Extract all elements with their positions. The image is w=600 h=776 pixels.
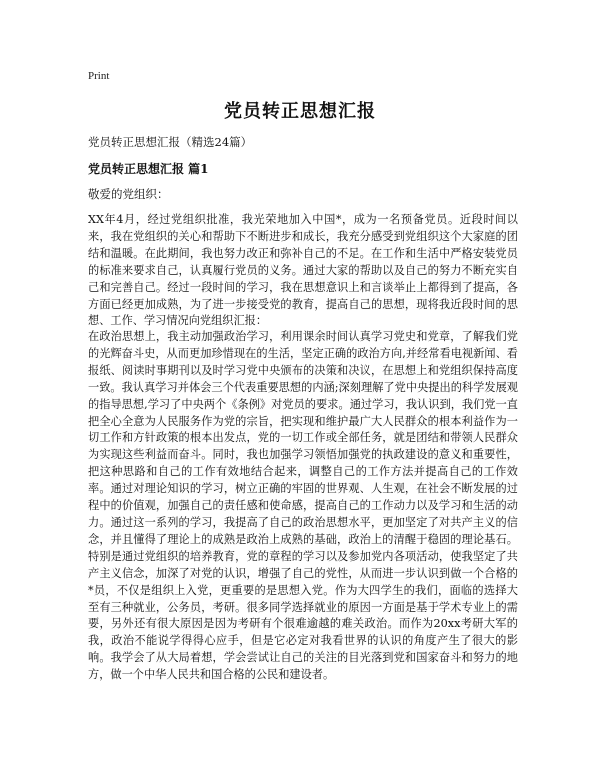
body-paragraph-2: 在政治思想上，我主动加强政治学习，利用课余时间认真学习党史和党章，了解我们党的光辉奋斗史，从而更加珍惜现在的生活，坚定正确的政治方向,并经常看电视新闻、看报纸、阅读时事期刊以及时学习党中央颁布的决策和决议，在思想上和党组织保持高度一致。我认真学习并体会三个代表重要思想的内涵;深刻理解了党中央提出的科学发展观的指导思想,学习了中央两个《条例》对党员的要求。通过学习，我认识到，我们党一直把全心全意为人民服务作为党的宗旨，把实现和维护最广大人民群众的根本利益作为一切工作和方针政策的根本出发点，党的一切工作或全部任务，就是团结和带领人民群众为实现这些利益而奋斗。同时，我也加强学习领悟加强党的执政建设的意义和重要性，把这种思路和自己的工作有效地结合起来，调整自己的工作方法并提高自己的工作效率。通过对理论知识的学习，树立正确的牢固的世界观、人生观，在社会不断发展的过程中的价值观，加强自己的责任感和使命感，提高自己的工作动力以及学习和生活的动力。通过这一系列的学习，我提高了自己的政治思想水平，更加坚定了对共产主义的信念，并且懂得了理论上的成熟是政治上成熟的基础，政治上的清醒于稳固的理论基石。特别是通过党组织的培养教育，党的章程的学习以及参加党内各项活动，使我坚定了共产主义信念，加深了对党的认识，增强了自己的党性，从而进一步认识到做一个合格的*员，不仅是组织上入党，更重要的是思想入党。作为大四学生的我们，面临的选择大至有三种就业，公务员，考研。很多同学选择就业的原因一方面是基于学术专业上的需要，另外还有很大原因是因为考研有个很难逾越的难关政治。而作为20xx考研大军的我，政治不能说学得得心应手，但是它必定对我看世界的认识的角度产生了很大的影响。我学会了从大局着想，学会尝试让自己的关注的目光落到党和国家奋斗和努力的地方，做一个中华人民共和国合格的公民和建设者。: [88, 330, 518, 682]
document-subtitle: 党员转正思想汇报（精选24篇）: [88, 135, 253, 149]
print-link[interactable]: Print: [88, 70, 110, 82]
section-heading: 党员转正思想汇报 篇1: [88, 162, 209, 176]
salutation: 敬爱的党组织：: [88, 187, 169, 201]
document-title: 党员转正思想汇报: [224, 101, 376, 122]
body-paragraph-1: XX年4月，经过党组织批准，我光荣地加入中国*，成为一名预备党员。近段时间以来，我在党组织的关心和帮助下不断进步和成长，我充分感受到党组织这个大家庭的团结和温暖。在此期间，我也努力改正和弥补自己的不足。在工作和生活中严格安装党员的标准来要求自己，认真履行党员的义务。通过大家的帮助以及自己的努力不断充实自己和完善自己。经过一段时间的学习，我在思想意识上和言谈举止上都得到了提高，各方面已经更加成熟，为了进一步接受党的教育，提高自己的思想，现将我近段时间的思想、工作、学习情况向党组织汇报：: [88, 213, 518, 328]
